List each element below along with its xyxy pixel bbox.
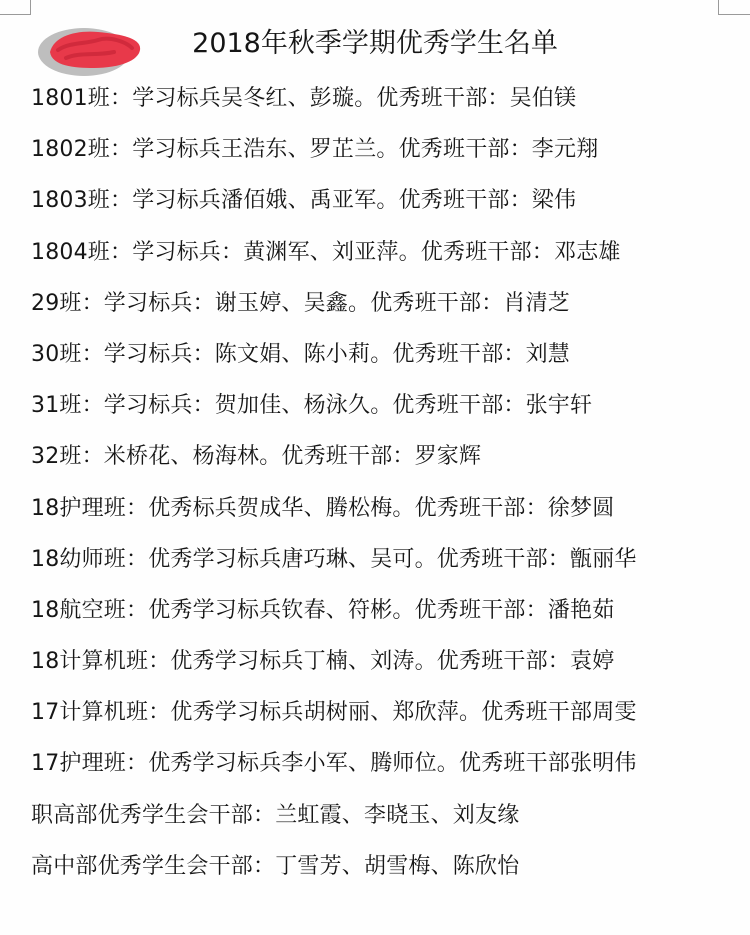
crop-mark-right-horizontal [718, 14, 750, 15]
crop-mark-left-vertical [30, 0, 31, 14]
page-title [0, 24, 750, 64]
list-item: 1803班：学习标兵潘佰娥、禹亚军。优秀班干部：梁伟 [31, 188, 577, 214]
list-item: 1802班：学习标兵王浩东、罗芷兰。优秀班干部：李元翔 [31, 137, 599, 163]
list-item: 18护理班：优秀标兵贺成华、腾松梅。优秀班干部：徐梦圆 [31, 495, 615, 521]
list-item: 1801班：学习标兵吴冬红、彭璇。优秀班干部：吴伯镁 [31, 86, 577, 111]
list-item: 高中部优秀学生会干部：丁雪芳、胡雪梅、陈欣怡 [31, 853, 520, 879]
list-item: 职高部优秀学生会干部：兰虹霞、李晓玉、刘友缘 [31, 802, 520, 828]
list-item: 18航空班：优秀学习标兵钦春、符彬。优秀班干部：潘艳茹 [31, 597, 615, 623]
list-item: 17计算机班：优秀学习标兵胡树丽、郑欣萍。优秀班干部周雯 [31, 700, 637, 726]
list-item: 30班：学习标兵：陈文娟、陈小莉。优秀班干部：刘慧 [31, 341, 570, 367]
student-list [31, 80, 741, 899]
crop-mark-left-horizontal [0, 14, 31, 15]
list-item: 29班：学习标兵：谢玉婷、吴鑫。优秀班干部：肖清芝 [31, 290, 570, 316]
crop-mark-right-vertical [718, 0, 719, 14]
list-item: 31班：学习标兵：贺加佳、杨泳久。优秀班干部：张宇轩 [31, 393, 593, 419]
list-item: 1804班：学习标兵：黄渊军、刘亚萍。优秀班干部：邓志雄 [31, 239, 621, 265]
page-title-text: 2018年秋季学期优秀学生名单 [192, 28, 558, 59]
list-item: 32班：米桥花、杨海林。优秀班干部：罗家辉 [31, 444, 482, 470]
list-item: 17护理班：优秀学习标兵李小军、腾师位。优秀班干部张明伟 [31, 751, 637, 777]
list-item: 18幼师班：优秀学习标兵唐巧琳、吴可。优秀班干部：甑丽华 [31, 546, 637, 572]
list-item: 18计算机班：优秀学习标兵丁楠、刘涛。优秀班干部：袁婷 [31, 649, 615, 675]
